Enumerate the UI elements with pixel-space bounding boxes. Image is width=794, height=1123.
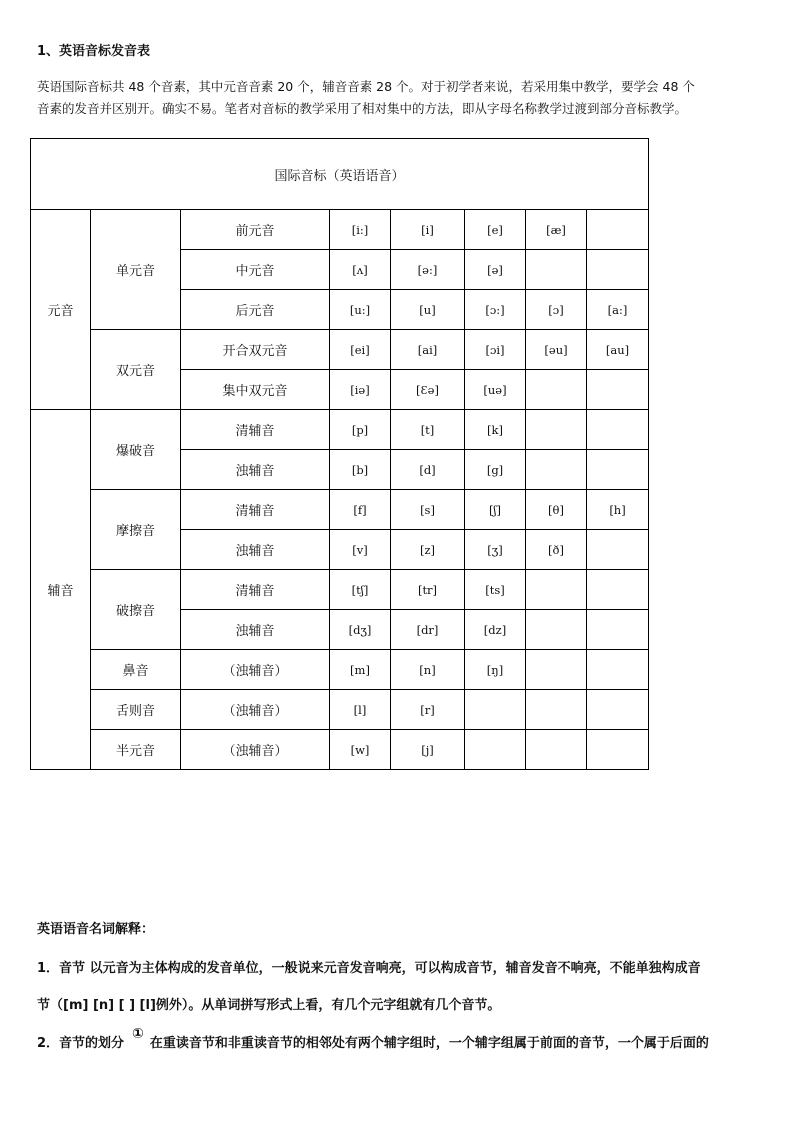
phoneme-cell: [ə] bbox=[465, 250, 526, 290]
phoneme-cell bbox=[587, 210, 649, 250]
phoneme-cell: [dz] bbox=[465, 610, 526, 650]
phoneme-cell bbox=[526, 650, 587, 690]
phoneme-cell: [p] bbox=[330, 410, 391, 450]
phoneme-cell bbox=[526, 610, 587, 650]
intro-paragraph bbox=[37, 76, 767, 120]
phoneme-cell: [ʃ] bbox=[465, 490, 526, 530]
phoneme-cell: [m] bbox=[330, 650, 391, 690]
table-row bbox=[31, 410, 649, 450]
phoneme-cell bbox=[587, 410, 649, 450]
table-row bbox=[31, 490, 649, 530]
row-label: 后元音 bbox=[181, 290, 330, 330]
intro-line: 音素的发音并区别开。确实不易。笔者对音标的教学采用了相对集中的方法，即从字母名称教学过渡到部分音标教学。 bbox=[37, 101, 688, 116]
phoneme-cell: [Ɛə] bbox=[391, 370, 465, 410]
phoneme-cell: [ð] bbox=[526, 530, 587, 570]
phoneme-cell: [j] bbox=[391, 730, 465, 770]
phoneme-cell: [tʃ] bbox=[330, 570, 391, 610]
phoneme-cell: [ʒ] bbox=[465, 530, 526, 570]
phoneme-cell: [d] bbox=[391, 450, 465, 490]
phoneme-cell bbox=[526, 250, 587, 290]
term-syllable-division bbox=[37, 1026, 709, 1051]
phoneme-cell: [k] bbox=[465, 410, 526, 450]
row-label: 中元音 bbox=[181, 250, 330, 290]
row-label: 清辅音 bbox=[181, 490, 330, 530]
table-row bbox=[31, 330, 649, 370]
intro-line: 英语国际音标共 48 个音素，其中元音音素 20 个，辅音音素 28 个。对于初学者来说，若采用集中教学，要学会 48 个 bbox=[37, 79, 695, 94]
phoneme-cell: [dʒ] bbox=[330, 610, 391, 650]
phoneme-cell: [i] bbox=[391, 210, 465, 250]
subcategory-monophthong: 单元音 bbox=[91, 210, 181, 330]
term-syllable-line: 节（[m] [n] [ ] [l]例外）。从单词拼写形式上看，有几个元字组就有几个音节。 bbox=[37, 998, 501, 1013]
row-label: （浊辅音） bbox=[181, 690, 330, 730]
row-label: 开合双元音 bbox=[181, 330, 330, 370]
phoneme-cell: [ɔ] bbox=[526, 290, 587, 330]
row-label: 前元音 bbox=[181, 210, 330, 250]
section-title: 1、英语音标发音表 bbox=[37, 44, 151, 59]
phoneme-cell bbox=[526, 410, 587, 450]
phoneme-cell: [ə:] bbox=[391, 250, 465, 290]
phoneme-cell: [au] bbox=[587, 330, 649, 370]
category-vowel: 元音 bbox=[31, 210, 91, 410]
phoneme-cell bbox=[526, 370, 587, 410]
row-label: 集中双元音 bbox=[181, 370, 330, 410]
table-row bbox=[31, 730, 649, 770]
category-consonant: 辅音 bbox=[31, 410, 91, 770]
phoneme-cell bbox=[526, 690, 587, 730]
table-row bbox=[31, 570, 649, 610]
phoneme-cell: [iə] bbox=[330, 370, 391, 410]
row-label: 浊辅音 bbox=[181, 610, 330, 650]
term-label: 2．音节的划分 bbox=[37, 1036, 125, 1051]
phoneme-cell: [e] bbox=[465, 210, 526, 250]
phoneme-cell: [uə] bbox=[465, 370, 526, 410]
subcategory-plosive: 爆破音 bbox=[91, 410, 181, 490]
table-title: 国际音标（英语语音） bbox=[31, 139, 649, 210]
phoneme-cell bbox=[587, 610, 649, 650]
phoneme-cell bbox=[526, 450, 587, 490]
subcategory-fricative: 摩擦音 bbox=[91, 490, 181, 570]
phoneme-cell: [u:] bbox=[330, 290, 391, 330]
table-title-row bbox=[31, 139, 649, 210]
table-row bbox=[31, 690, 649, 730]
subcategory-affricate: 破擦音 bbox=[91, 570, 181, 650]
phoneme-cell bbox=[587, 450, 649, 490]
phoneme-cell: [ts] bbox=[465, 570, 526, 610]
subcategory-semivowel: 半元音 bbox=[91, 730, 181, 770]
ipa-table bbox=[30, 138, 649, 770]
phoneme-cell: [i:] bbox=[330, 210, 391, 250]
phoneme-cell bbox=[587, 650, 649, 690]
phoneme-cell: [n] bbox=[391, 650, 465, 690]
row-label: 清辅音 bbox=[181, 410, 330, 450]
phoneme-cell: [z] bbox=[391, 530, 465, 570]
phoneme-cell: [æ] bbox=[526, 210, 587, 250]
phoneme-cell bbox=[587, 370, 649, 410]
phoneme-cell bbox=[587, 250, 649, 290]
phoneme-cell: [a:] bbox=[587, 290, 649, 330]
phoneme-cell: [f] bbox=[330, 490, 391, 530]
phoneme-cell bbox=[465, 690, 526, 730]
phoneme-cell: [v] bbox=[330, 530, 391, 570]
phoneme-cell bbox=[587, 730, 649, 770]
phoneme-cell bbox=[587, 690, 649, 730]
table-row bbox=[31, 210, 649, 250]
row-label: 浊辅音 bbox=[181, 450, 330, 490]
phoneme-cell: [θ] bbox=[526, 490, 587, 530]
phoneme-cell: [tr] bbox=[391, 570, 465, 610]
phoneme-cell: [s] bbox=[391, 490, 465, 530]
terms-heading: 英语语音名词解释： bbox=[37, 922, 155, 937]
phoneme-cell: [ʌ] bbox=[330, 250, 391, 290]
circled-number-marker: ① bbox=[132, 1026, 144, 1042]
row-label: （浊辅音） bbox=[181, 650, 330, 690]
phoneme-cell: [r] bbox=[391, 690, 465, 730]
term-text: 在重读音节和非重读音节的相邻处有两个辅字组时，一个辅字组属于前面的音节，一个属于后面的 bbox=[149, 1036, 709, 1051]
phoneme-cell: [l] bbox=[330, 690, 391, 730]
phoneme-cell: [u] bbox=[391, 290, 465, 330]
phoneme-cell bbox=[587, 530, 649, 570]
phoneme-cell: [g] bbox=[465, 450, 526, 490]
row-label: （浊辅音） bbox=[181, 730, 330, 770]
table-row bbox=[31, 650, 649, 690]
phoneme-cell: [h] bbox=[587, 490, 649, 530]
phoneme-cell: [ŋ] bbox=[465, 650, 526, 690]
phoneme-cell: [ɔi] bbox=[465, 330, 526, 370]
phoneme-cell: [əu] bbox=[526, 330, 587, 370]
row-label: 清辅音 bbox=[181, 570, 330, 610]
phoneme-cell bbox=[526, 730, 587, 770]
phoneme-cell: [t] bbox=[391, 410, 465, 450]
subcategory-lateral: 舌则音 bbox=[91, 690, 181, 730]
phoneme-cell: [ɔ:] bbox=[465, 290, 526, 330]
phoneme-cell bbox=[587, 570, 649, 610]
subcategory-nasal: 鼻音 bbox=[91, 650, 181, 690]
phoneme-cell: [ei] bbox=[330, 330, 391, 370]
subcategory-diphthong: 双元音 bbox=[91, 330, 181, 410]
phoneme-cell: [b] bbox=[330, 450, 391, 490]
phoneme-cell bbox=[465, 730, 526, 770]
phoneme-cell: [dr] bbox=[391, 610, 465, 650]
row-label: 浊辅音 bbox=[181, 530, 330, 570]
phoneme-cell: [w] bbox=[330, 730, 391, 770]
phoneme-cell bbox=[526, 570, 587, 610]
term-syllable-line: 1．音节 以元音为主体构成的发音单位，一般说来元音发音响亮，可以构成音节，辅音发音不响亮，不能单独构成音 bbox=[37, 961, 701, 976]
phoneme-cell: [ai] bbox=[391, 330, 465, 370]
